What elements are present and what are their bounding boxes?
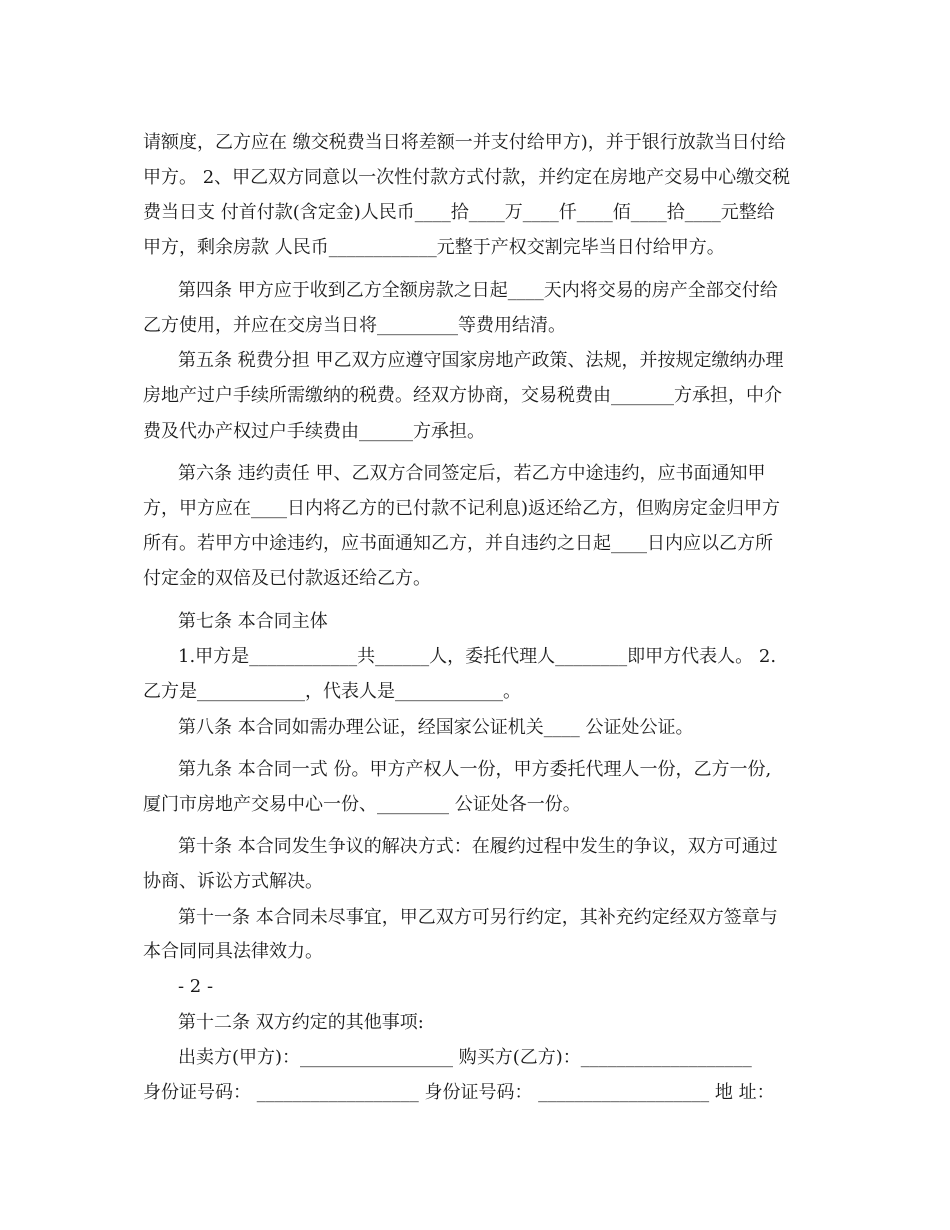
text-line: 请额度，乙方应在 缴交税费当日将差额一并支付给甲方)，并于银行放款当日付给 [143, 132, 786, 153]
text-line: 第六条 违约责任 甲、乙双方合同签定后，若乙方中途违约，应书面通知甲 [178, 463, 766, 484]
text-line: 付定金的双倍及已付款返还给乙方。 [143, 568, 431, 589]
text-line: 费当日支 付首付款(含定金)人民币____拾____万____仟____佰____拾____元整给 [143, 202, 775, 223]
text-line: 甲方。 2、甲乙双方同意以一次性付款方式付款，并约定在房地产交易中心缴交税 [143, 167, 791, 188]
text-line: 第十条 本合同发生争议的解决方式：在履约过程中发生的争议，双方可通过 [178, 836, 778, 857]
text-line: 第八条 本合同如需办理公证，经国家公证机关____ 公证处公证。 [178, 717, 694, 738]
text-line: 第七条 本合同主体 [178, 611, 328, 632]
text-line: 乙方使用，并应在交房当日将_________等费用结清。 [143, 315, 566, 336]
text-line: 所有。若甲方中途违约，应书面通知乙方，并自违约之日起____日内应以乙方所 [143, 533, 773, 554]
text-line: 方，甲方应在____日内将乙方的已付款不记利息)返还给乙方，但购房定金归甲方 [143, 498, 781, 519]
text-line: 1.甲方是____________共______人，委托代理人________即甲方代表人。 2. [178, 646, 777, 667]
text-line: 房地产过户手续所需缴纳的税费。经双方协商，交易税费由_______方承担，中介 [143, 385, 782, 406]
text-line: 出卖方(甲方)：_________________ 购买方(乙方)：___________________ [178, 1047, 752, 1068]
page-number: - 2 - [178, 976, 214, 997]
text-line: 甲方，剩余房款 人民币____________元整于产权交割完毕当日付给甲方。 [143, 237, 725, 258]
text-line: 第五条 税费分担 甲乙双方应遵守国家房地产政策、法规，并按规定缴纳办理 [178, 350, 784, 371]
text-line: 身份证号码： __________________ 身份证号码： ___________________ 地 址： [143, 1082, 775, 1103]
text-line: 第十二条 双方约定的其他事项: [178, 1012, 424, 1033]
text-line: 乙方是____________，代表人是____________。 [143, 681, 521, 702]
text-line: 厦门市房地产交易中心一份、________ 公证处各一份。 [143, 794, 581, 815]
text-line: 协商、诉讼方式解决。 [143, 871, 323, 892]
text-line: 第九条 本合同一式 份。甲方产权人一份，甲方委托代理人一份，乙方一份, [178, 759, 772, 780]
text-line: 第四条 甲方应于收到乙方全额房款之日起____天内将交易的房产全部交付给 [178, 280, 778, 301]
text-line: 第十一条 本合同未尽事宜，甲乙双方可另行约定，其补充约定经双方签章与 [178, 907, 778, 928]
text-line: 费及代办产权过户手续费由______方承担。 [143, 421, 485, 442]
text-line: 本合同同具法律效力。 [143, 941, 323, 962]
